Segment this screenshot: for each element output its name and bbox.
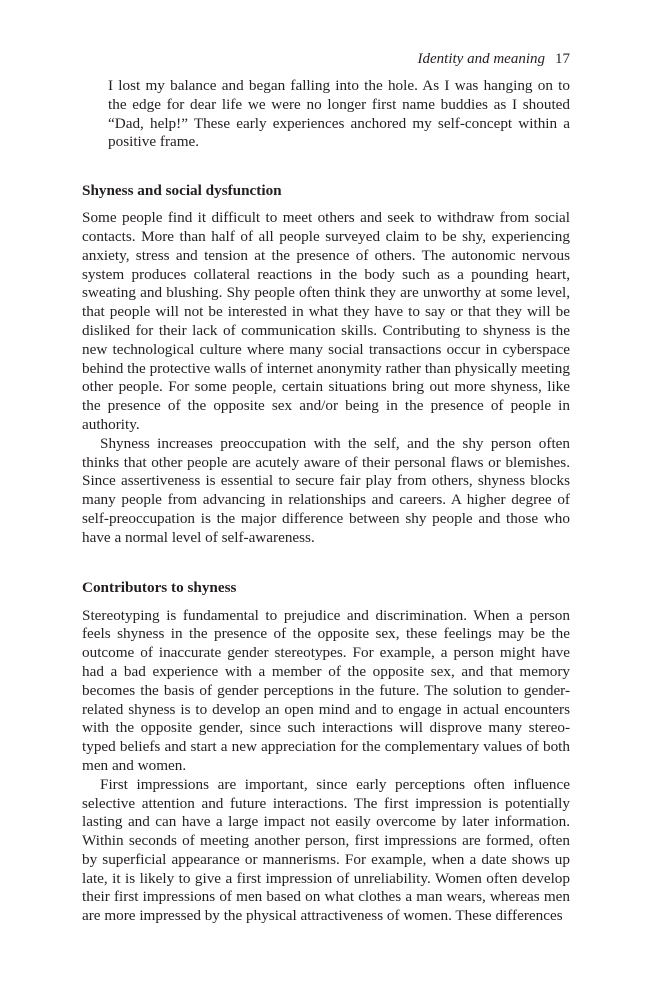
- section-heading-contributors: Contributors to shyness: [82, 578, 237, 596]
- extract-paragraph: I lost my balance and began falling into the hole. As I was hanging on to the edge for dear life we were no longer first name buddies as I shouted “Dad, help!” These early experiences anchored my self-concept within a positive frame.: [108, 77, 570, 151]
- paragraph: Stereotyping is fundamental to prejudice and discrimination. When a person feels shyness in the presence of the opposite sex, these feelings may be the outcome of inaccurate gender stereotypes. For example, a person might have had a bad experience with a member of the opposite sex, and that memory becomes the basis of gender perceptions in the future. The solution to gender-related shyness is to develop an open mind and to engage in actual encounters with the opposite gender, since such interactions will disprove many stereotyped beliefs and start a new appreciation for the complementary values of both men and women.: [82, 606, 570, 774]
- section-heading-shyness: Shyness and social dysfunction: [82, 182, 282, 200]
- paragraph: First impressions are important, since early perceptions often influence selective attention and future interactions. The first impression is potentially lasting and can have a large impact not easily overcome by later information. Within seconds of meeting another person, first impressions are formed, often by superficial appearance or mannerisms. For example, when a date shows up late, it is likely to give a first impression of unreliability. Women often develop their first impressions of men based on what clothes a man wears, whereas men are more impressed by the physical attractiveness of women. These differences: [82, 775, 570, 925]
- body-text: [82, 77, 570, 926]
- running-head-title: Identity and meaning: [417, 51, 545, 67]
- paragraph: Some people find it difficult to meet others and seek to withdraw from social contacts. More than half of all people surveyed claim to be shy, experiencing anxiety, stress and tension at the presence of others. The autonomic nervous system produces collateral reactions in the body such as a pounding heart, sweating and blushing. Shy people often think they are unworthy at some level, that people will not be interested in what they have to say or that they will be disliked for their lack of communication skills. Contributing to shyness is the new technological culture where many social transactions occur in cyberspace behind the protective walls of internet anonymity rather than physically meeting other people. For some people, certain situations bring out more shyness, like the presence of the opposite sex and/or being in the presence of people in authority.: [82, 209, 570, 433]
- page-number: 17: [555, 51, 570, 67]
- running-head: [418, 49, 570, 69]
- paragraph: Shyness increases preoccupation with the self, and the shy person often thinks that other people are acutely aware of their personal flaws or blemishes. Since assertiveness is essential to secure fair play from others, shyness blocks many people from advancing in relationships and careers. A higher degree of self-preoccupation is the major difference between shy people and those who have a normal level of self-awareness.: [82, 434, 570, 546]
